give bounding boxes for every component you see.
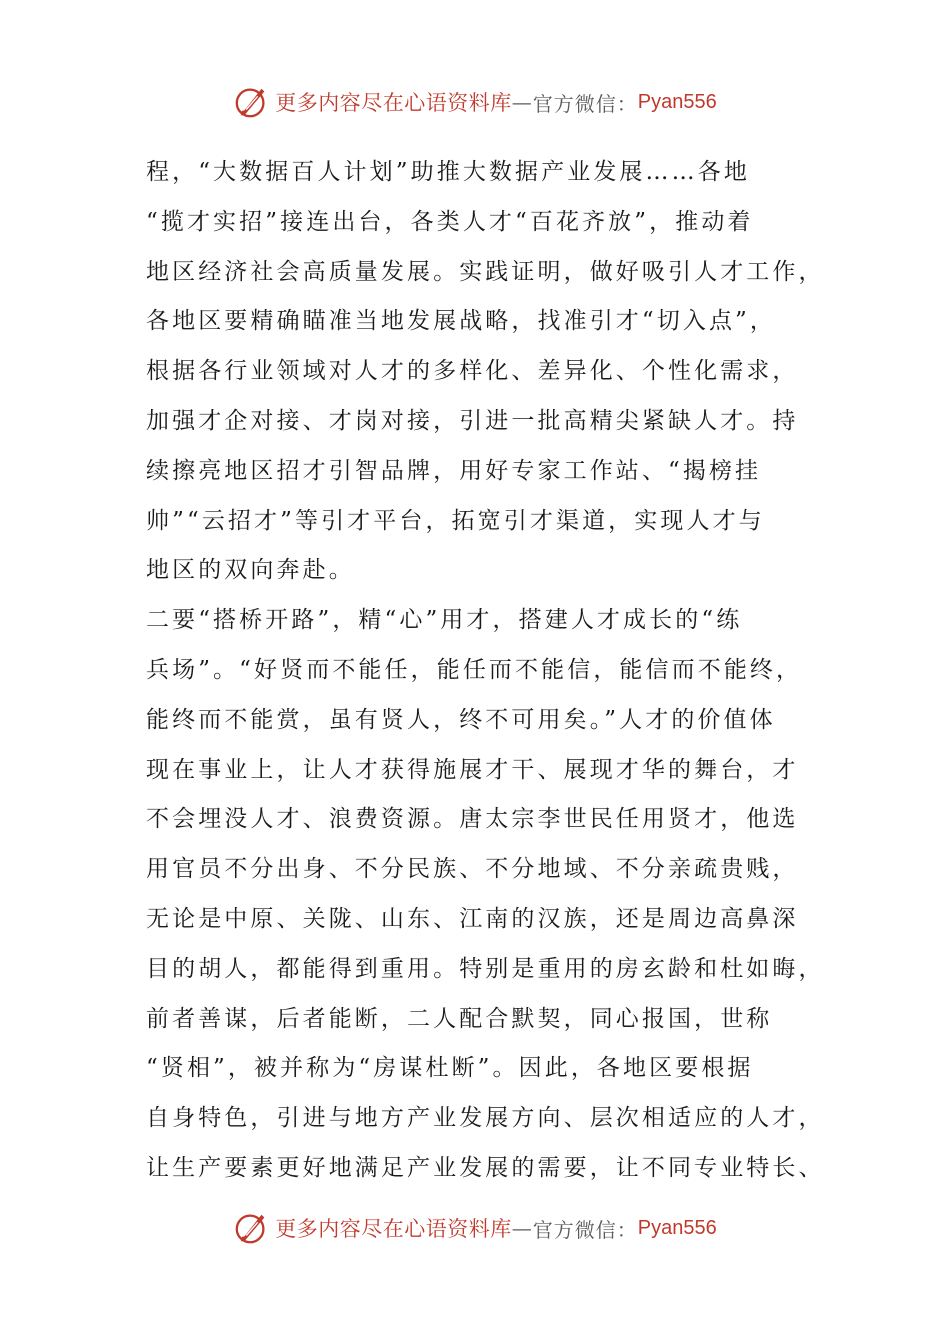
text-line: 加强才企对接、才岗对接，引进一批高精尖紧缺人才。持 bbox=[146, 407, 799, 434]
banner-dash: — bbox=[511, 1216, 533, 1240]
banner-text-main: 更多内容尽在心语资料库 bbox=[275, 1217, 512, 1241]
text-line: 前者善谋，后者能断，二人配合默契，同心报国，世称 bbox=[146, 1005, 773, 1032]
text-line: 不会埋没人才、浪费资源。唐太宗李世民任用贤才，他选 bbox=[146, 806, 799, 833]
banner-text-main: 更多内容尽在心语资料库 bbox=[275, 91, 512, 115]
text-line: 自身特色，引进与地方产业发展方向、层次相适应的人才， bbox=[146, 1105, 825, 1132]
text-line: 无论是中原、关陇、山东、江南的汉族，还是周边高鼻深 bbox=[146, 905, 799, 932]
text-line: 程，“大数据百人计划”助推大数据产业发展……各地 bbox=[146, 159, 750, 185]
quill-logo-icon bbox=[233, 1209, 271, 1247]
text-line: 二要“搭桥开路”，精“心”用才，搭建人才成长的“练 bbox=[146, 607, 743, 634]
footer-watermark-banner bbox=[0, 1208, 950, 1248]
text-line: “贤相”，被并称为“房谋杜断”。因此，各地区要根据 bbox=[146, 1055, 754, 1082]
banner-wechat-id: Pyan556 bbox=[637, 1216, 717, 1239]
banner-official-label: 官方微信： bbox=[532, 1217, 638, 1242]
text-line: 地区经济社会高质量发展。实践证明，做好吸引人才工作， bbox=[146, 258, 825, 285]
header-watermark-banner bbox=[0, 82, 950, 122]
text-line: 兵场”。“好贤而不能任，能任而不能信，能信而不能终， bbox=[146, 656, 803, 683]
text-line: 现在事业上，让人才获得施展才干、展现才华的舞台，才 bbox=[146, 756, 799, 783]
text-line: 续擦亮地区招才引智品牌，用好专家工作站、“揭榜挂 bbox=[146, 457, 762, 484]
text-line: “揽才实招”接连出台，各类人才“百花齐放”，推动着 bbox=[146, 208, 754, 235]
text-line: 用官员不分出身、不分民族、不分地域、不分亲疏贵贱， bbox=[146, 856, 799, 883]
text-line: 帅”“云招才”等引才平台，拓宽引才渠道，实现人才与 bbox=[146, 507, 765, 534]
banner-wechat-id: Pyan556 bbox=[637, 90, 717, 113]
text-line: 根据各行业领域对人才的多样化、差异化、个性化需求， bbox=[146, 358, 799, 385]
text-line: 地区的双向奔赴。 bbox=[146, 557, 355, 584]
text-line: 让生产要素更好地满足产业发展的需要，让不同专业特长、 bbox=[146, 1154, 825, 1181]
banner-dash: — bbox=[511, 90, 533, 114]
document-body bbox=[146, 148, 825, 1194]
text-line: 能终而不能赏，虽有贤人，终不可用矣。”人才的价值体 bbox=[146, 706, 776, 733]
banner-official-label: 官方微信： bbox=[532, 91, 638, 116]
text-line: 目的胡人，都能得到重用。特别是重用的房玄龄和杜如晦， bbox=[146, 955, 825, 982]
text-line: 各地区要精确瞄准当地发展战略，找准引才“切入点”， bbox=[146, 308, 777, 335]
quill-logo-icon bbox=[233, 83, 271, 121]
